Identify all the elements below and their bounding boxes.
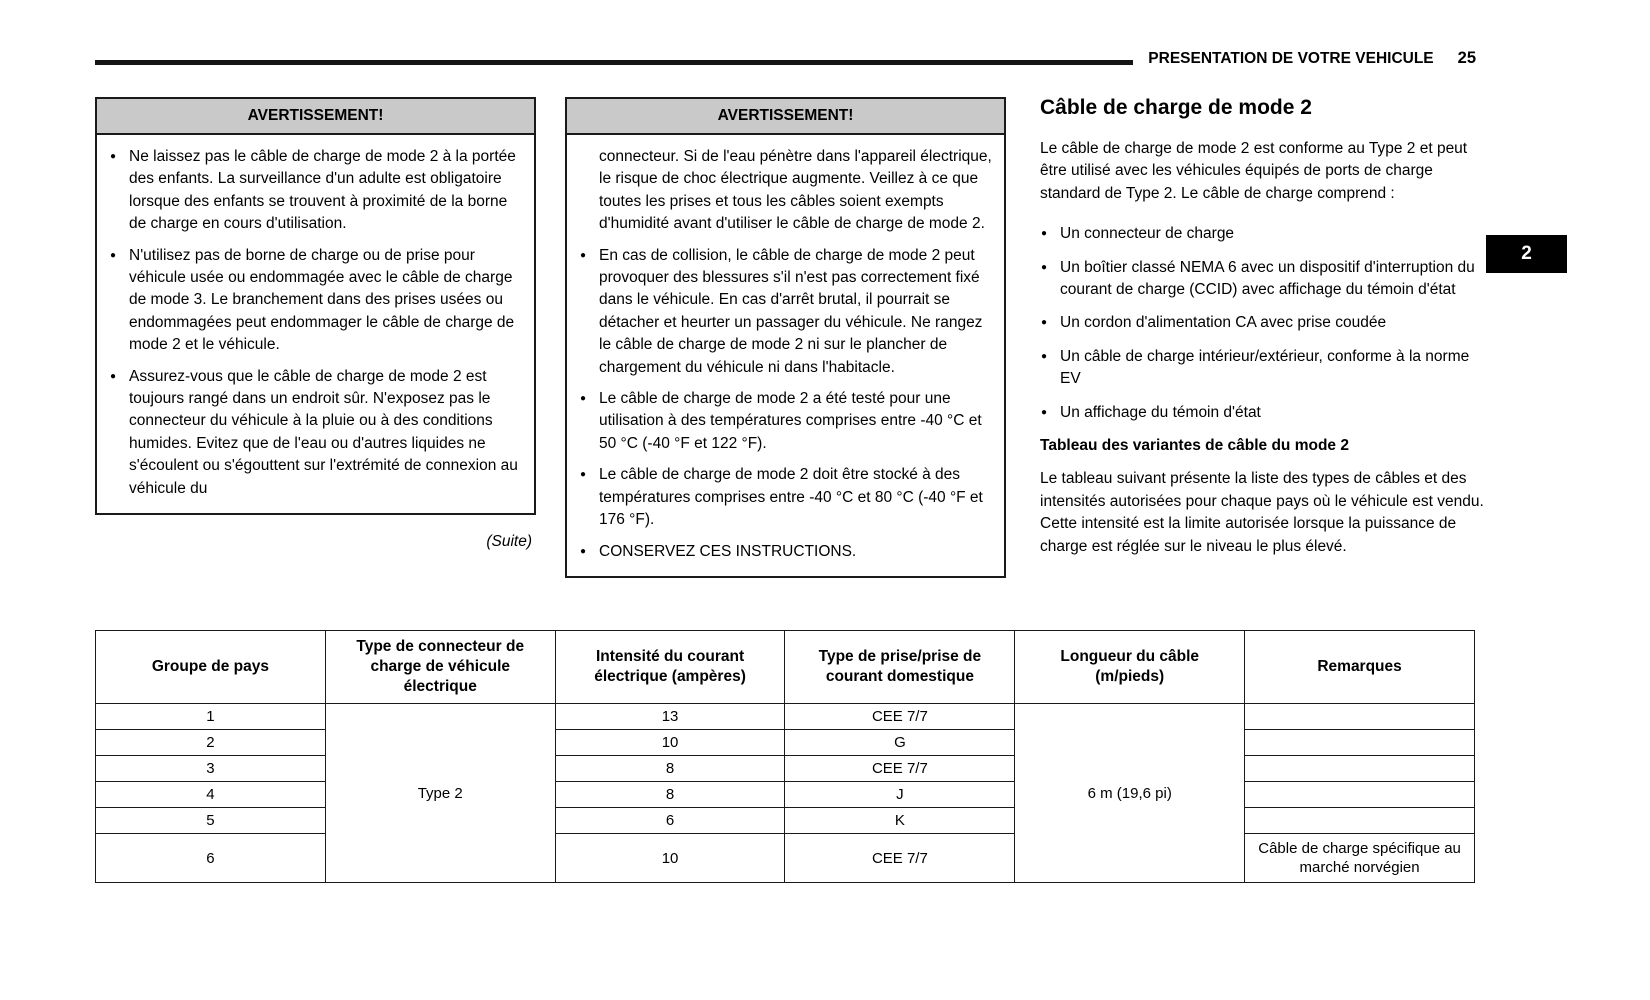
page-title: PRESENTATION DE VOTRE VEHICULE	[1148, 50, 1434, 67]
cell-plug: CEE 7/7	[785, 756, 1015, 782]
cell-remarks	[1245, 756, 1475, 782]
cell-remarks	[1245, 730, 1475, 756]
warning-bullet: ● CONSERVEZ CES INSTRUCTIONS.	[579, 541, 995, 563]
section-heading: Câble de charge de mode 2	[1040, 96, 1312, 119]
cell-current: 8	[555, 756, 785, 782]
component-item: ● Un cordon d'alimentation CA avec prise coudée	[1040, 312, 1484, 334]
cell-current: 10	[555, 730, 785, 756]
section-intro: Le câble de charge de mode 2 est conforme au Type 2 et peut être utilisé avec les véhicules équipés de ports de charge standard de Type 2. Le câble de charge comprend :	[1040, 140, 1468, 202]
section-subheading: Tableau des variantes de câble du mode 2	[1040, 437, 1349, 455]
page-header	[1040, 49, 1476, 68]
column-header-current: Intensité du courant électrique (ampères)	[555, 631, 785, 704]
cell-remarks	[1245, 704, 1475, 730]
component-item: ● Un boîtier classé NEMA 6 avec un dispositif d'interruption du courant de charge (CCID) avec affichage du témoin d'état	[1040, 257, 1484, 302]
suite-note: (Suite)	[486, 533, 532, 550]
table-header-row	[96, 631, 1475, 704]
column-header-connector-type: Type de connecteur de charge de véhicule électrique	[325, 631, 555, 704]
warning-box-left	[95, 97, 536, 515]
cell-group: 2	[96, 730, 326, 756]
cell-plug: CEE 7/7	[785, 834, 1015, 883]
table-row	[96, 782, 1475, 808]
warning-box-middle	[565, 97, 1006, 578]
chapter-tab	[1486, 235, 1567, 273]
cell-group: 1	[96, 704, 326, 730]
column-header-country-group: Groupe de pays	[96, 631, 326, 704]
section-body: Le tableau suivant présente la liste des types de câbles et des intensités autorisées pour chaque pays où le véhicule est vendu. Cette intensité est la limite autorisée lorsque la puissance de charge est réglée sur le niveau le plus élevé.	[1040, 470, 1484, 555]
component-item: ● Un affichage du témoin d'état	[1040, 402, 1484, 424]
warning-bullet-list	[109, 146, 525, 500]
cell-current: 10	[555, 834, 785, 883]
header-rule	[95, 60, 1133, 65]
cable-variants-table	[95, 630, 1475, 883]
table-row	[96, 730, 1475, 756]
component-item: ● Un connecteur de charge	[1040, 223, 1484, 245]
cell-cable-length: 6 m (19,6 pi)	[1015, 704, 1245, 883]
warning-title: AVERTISSEMENT!	[567, 99, 1004, 135]
warning-bullet-list	[579, 245, 995, 563]
cell-current: 8	[555, 782, 785, 808]
column-header-plug-type: Type de prise/prise de courant domestique	[785, 631, 1015, 704]
section-mode2-cable	[1040, 94, 1484, 558]
table-row	[96, 834, 1475, 883]
column-header-cable-length: Longueur du câble (m/pieds)	[1015, 631, 1245, 704]
cell-group: 5	[96, 808, 326, 834]
table-row	[96, 704, 1475, 730]
chapter-tab-label: 2	[1521, 243, 1532, 264]
cell-remarks: Câble de charge spécifique au marché norvégien	[1245, 834, 1475, 883]
cell-plug: J	[785, 782, 1015, 808]
warning-title: AVERTISSEMENT!	[97, 99, 534, 135]
warning-body	[567, 135, 1004, 576]
cell-connector-type: Type 2	[325, 704, 555, 883]
column-header-remarks: Remarques	[1245, 631, 1475, 704]
cell-remarks	[1245, 782, 1475, 808]
table-row	[96, 808, 1475, 834]
cell-group: 3	[96, 756, 326, 782]
warning-bullet: ● En cas de collision, le câble de charge de mode 2 peut provoquer des blessures s'il n'est pas correctement fixé dans le véhicule. En cas d'arrêt brutal, il pourrait se détacher et heurter un passager du véhicule. Ne rangez le câble de charge de mode 2 ni sur le plancher de chargement du véhicule ni dans l'habitacle.	[579, 245, 995, 379]
cell-plug: G	[785, 730, 1015, 756]
page-number: 25	[1457, 49, 1476, 67]
warning-bullet: ● Ne laissez pas le câble de charge de mode 2 à la portée des enfants. La surveillance d'un adulte est obligatoire lorsque des enfants se trouvent à proximité de la borne de charge en cours d'utilisation.	[109, 146, 525, 236]
cell-group: 4	[96, 782, 326, 808]
warning-bullet: ● Le câble de charge de mode 2 a été testé pour une utilisation à des températures comprises entre -40 °C et 50 °C (-40 °F et 122 °F).	[579, 388, 995, 455]
cell-remarks	[1245, 808, 1475, 834]
cell-group: 6	[96, 834, 326, 883]
cell-plug: K	[785, 808, 1015, 834]
cell-current: 13	[555, 704, 785, 730]
component-list	[1040, 223, 1484, 424]
warning-bullet: ● Assurez-vous que le câble de charge de mode 2 est toujours rangé dans un endroit sûr. N'exposez pas le connecteur du véhicule à la pluie ou à des conditions humides. Evitez que de l'eau ou d'autres liquides ne s'écoulent ou s'égouttent sur l'extrémité de connexion au véhicule du	[109, 366, 525, 500]
cell-plug: CEE 7/7	[785, 704, 1015, 730]
cell-current: 6	[555, 808, 785, 834]
component-item: ● Un câble de charge intérieur/extérieur, conforme à la norme EV	[1040, 346, 1484, 391]
warning-bullet: ● Le câble de charge de mode 2 doit être stocké à des températures comprises entre -40 °C et 80 °C (-40 °F et 176 °F).	[579, 464, 995, 531]
table-row	[96, 756, 1475, 782]
warning-body	[97, 135, 534, 513]
warning-bullet: ● N'utilisez pas de borne de charge ou de prise pour véhicule usée ou endommagée avec le câble de charge de mode 3. Le branchement dans des prises usées ou endommagées peut endommager le câble de charge de mode 2 et le véhicule.	[109, 245, 525, 357]
warning-continuation-text: connecteur. Si de l'eau pénètre dans l'appareil électrique, le risque de choc électrique augmente. Veillez à ce que toutes les prises et tous les câbles soient exempts d'humidité avant d'utiliser le câble de charge de mode 2.	[599, 148, 992, 233]
